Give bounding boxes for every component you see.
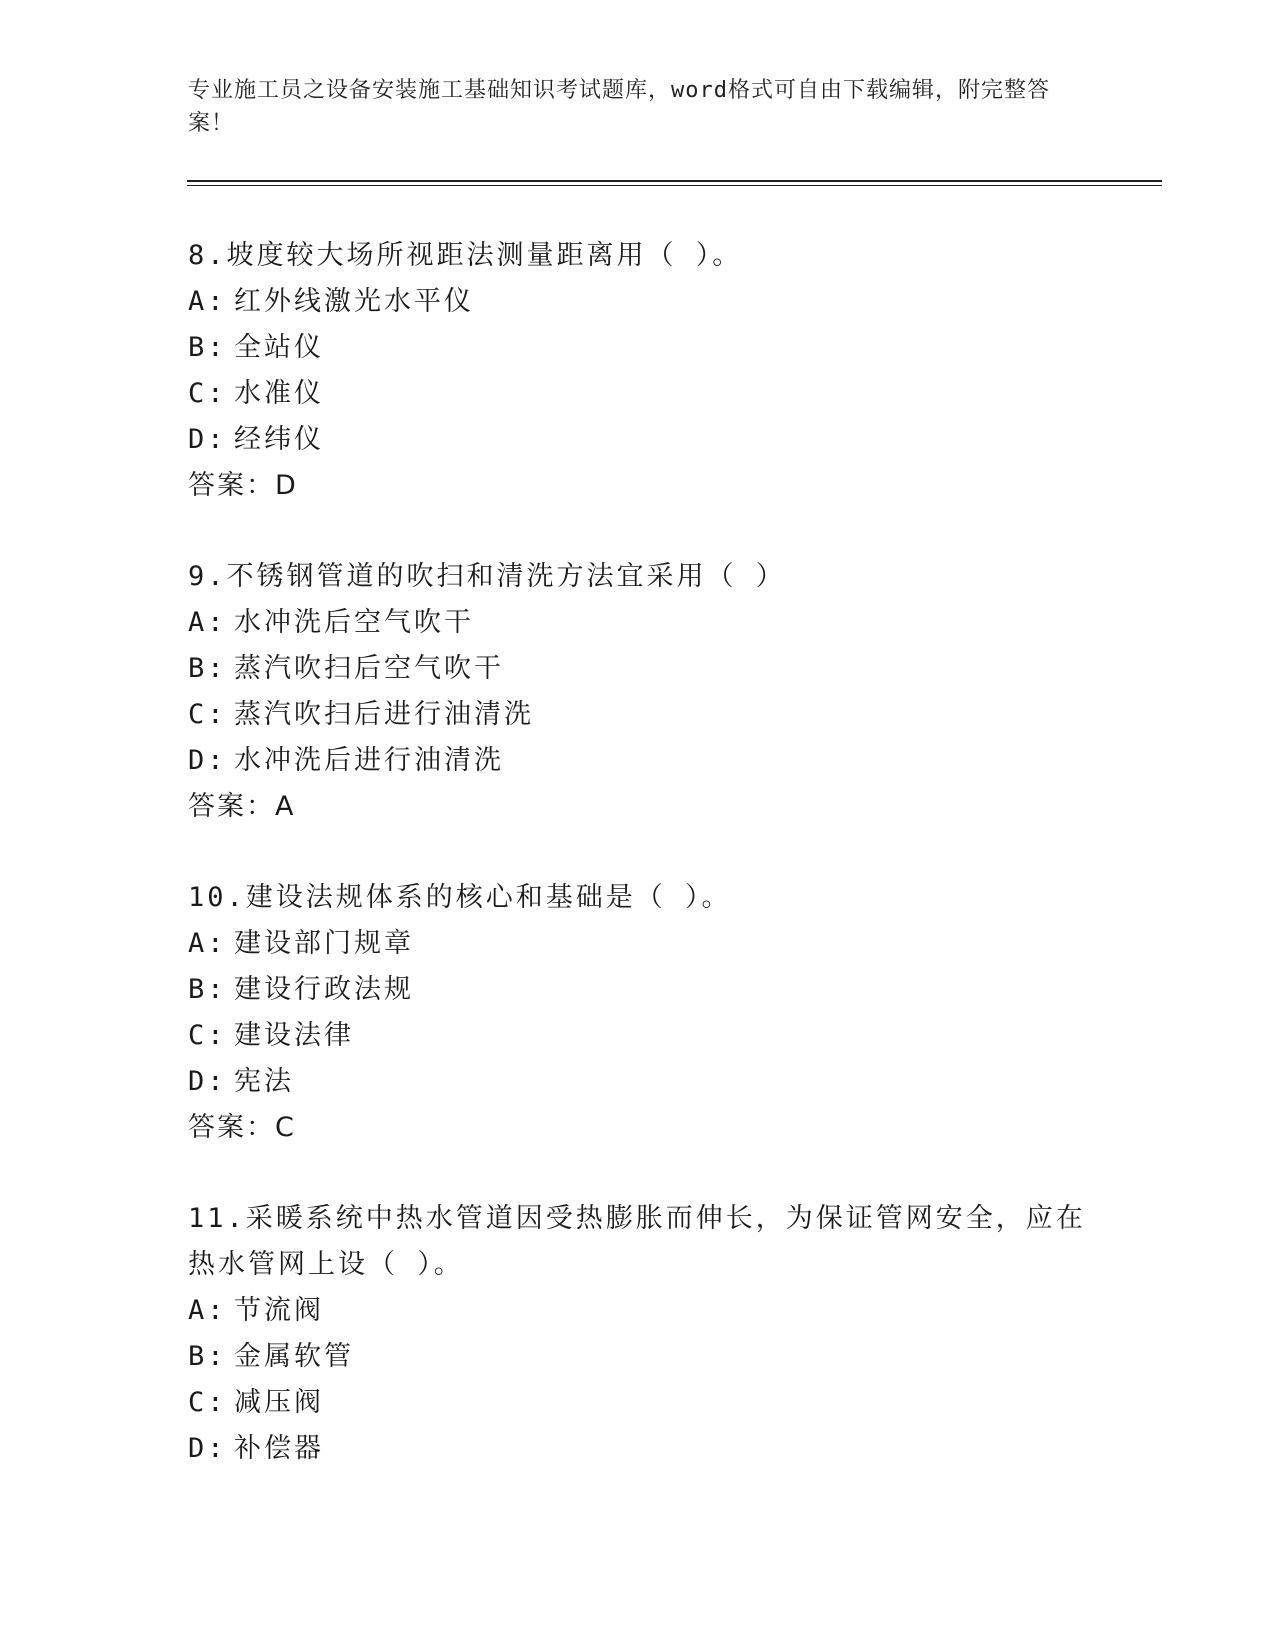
option-key: D: xyxy=(188,1066,227,1097)
option-text: 蒸汽吹扫后空气吹干 xyxy=(234,653,504,684)
option-key: B: xyxy=(188,1341,227,1372)
option-b xyxy=(188,967,1088,1013)
option-key: C: xyxy=(188,1020,227,1051)
question-stem: 10.建设法规体系的核心和基础是（ ）。 xyxy=(188,882,732,913)
option-key: D: xyxy=(188,424,227,455)
option-key: D: xyxy=(188,745,227,776)
option-b xyxy=(188,1334,1088,1380)
document-header: 专业施工员之设备安装施工基础知识考试题库，word格式可自由下载编辑，附完整答案！ xyxy=(188,78,1050,136)
question-stem: 8.坡度较大场所视距法测量距离用（ ）。 xyxy=(188,240,743,271)
option-text: 全站仪 xyxy=(234,332,324,363)
option-text: 补偿器 xyxy=(234,1433,324,1464)
option-key: A: xyxy=(188,607,227,638)
option-a xyxy=(188,600,1088,646)
option-text: 经纬仪 xyxy=(234,424,324,455)
option-b xyxy=(188,646,1088,692)
option-key: C: xyxy=(188,699,227,730)
option-d xyxy=(188,1059,1088,1105)
option-text: 节流阀 xyxy=(234,1295,324,1326)
option-a xyxy=(188,1288,1088,1334)
option-c xyxy=(188,1013,1088,1059)
answer-line: 答案：A xyxy=(188,791,296,822)
option-key: C: xyxy=(188,378,227,409)
question-9 xyxy=(188,554,1088,830)
option-text: 金属软管 xyxy=(234,1341,354,1372)
option-key: A: xyxy=(188,928,227,959)
option-d xyxy=(188,1426,1088,1472)
option-text: 建设行政法规 xyxy=(234,974,414,1005)
header-divider-thin xyxy=(187,185,1162,186)
question-stem: 9.不锈钢管道的吹扫和清洗方法宜采用（ ） xyxy=(188,561,786,592)
option-text: 水冲洗后空气吹干 xyxy=(234,607,474,638)
option-text: 减压阀 xyxy=(234,1387,324,1418)
option-c xyxy=(188,371,1088,417)
option-d xyxy=(188,417,1088,463)
option-b xyxy=(188,325,1088,371)
option-text: 蒸汽吹扫后进行油清洗 xyxy=(234,699,534,730)
question-stem: 11.采暖系统中热水管道因受热膨胀而伸长，为保证管网安全，应在热水管网上设（ ）。 xyxy=(188,1203,1086,1280)
question-10 xyxy=(188,875,1088,1151)
option-d xyxy=(188,738,1088,784)
answer-line: 答案：D xyxy=(188,470,298,501)
option-key: B: xyxy=(188,332,227,363)
option-a xyxy=(188,279,1088,325)
option-key: A: xyxy=(188,286,227,317)
option-text: 红外线激光水平仪 xyxy=(234,286,474,317)
question-list xyxy=(188,233,1088,1517)
option-text: 水准仪 xyxy=(234,378,324,409)
option-key: A: xyxy=(188,1295,227,1326)
option-key: B: xyxy=(188,974,227,1005)
option-text: 建设部门规章 xyxy=(234,928,414,959)
option-key: B: xyxy=(188,653,227,684)
option-text: 水冲洗后进行油清洗 xyxy=(234,745,504,776)
option-key: D: xyxy=(188,1433,227,1464)
option-c xyxy=(188,1380,1088,1426)
answer-line: 答案：C xyxy=(188,1112,296,1143)
option-text: 宪法 xyxy=(234,1066,294,1097)
question-8 xyxy=(188,233,1088,509)
option-c xyxy=(188,692,1088,738)
question-11 xyxy=(188,1196,1088,1472)
header-divider xyxy=(187,180,1162,182)
option-text: 建设法律 xyxy=(234,1020,354,1051)
option-key: C: xyxy=(188,1387,227,1418)
option-a xyxy=(188,921,1088,967)
